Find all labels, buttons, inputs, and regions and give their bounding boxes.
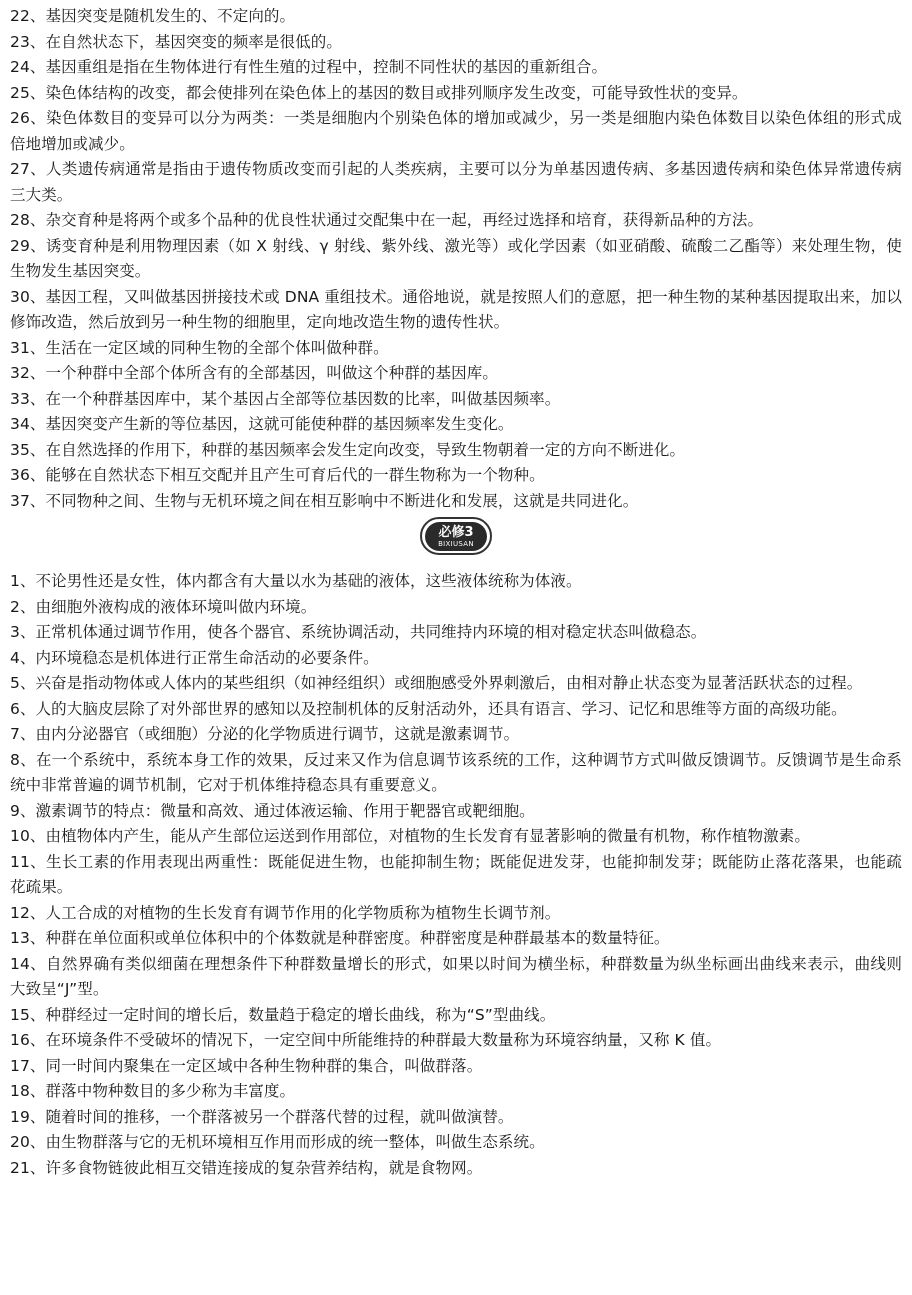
list-item: 34、基因突变产生新的等位基因，这就可能使种群的基因频率发生变化。 xyxy=(10,415,514,433)
list-item: 9、激素调节的特点：微量和高效、通过体液运输、作用于靶器官或靶细胞。 xyxy=(10,801,535,820)
list-item: 11、生长工素的作用表现出两重性：既能促进生物，也能抑制生物；既能促进发芽，也能抑制发芽；既能防止落花落果，也能疏花疏果。 xyxy=(10,852,902,896)
section-bixiu2-continued xyxy=(10,4,902,514)
list-item: 16、在环境条件不受破坏的情况下，一定空间中所能维持的种群最大数量称为环境容纳量，又称 K 值。 xyxy=(10,1031,722,1049)
list-item: 18、群落中物种数目的多少称为丰富度。 xyxy=(10,1082,296,1100)
section-badge-inner xyxy=(425,522,487,551)
list-item: 4、内环境稳态是机体进行正常生命活动的必要条件。 xyxy=(10,648,379,667)
list-item: 29、诱变育种是利用物理因素（如 X 射线、γ 射线、紫外线、激光等）或化学因素（如亚硝酸、硫酸二乙酯等）来处理生物，使生物发生基因突变。 xyxy=(10,236,902,280)
list-item: 30、基因工程，又叫做基因拼接技术或 DNA 重组技术。通俗地说，就是按照人们的意愿，把一种生物的某种基因提取出来，加以修饰改造，然后放到另一种生物的细胞里，定向地改造生物的遗传性状。 xyxy=(10,287,902,331)
list-item: 14、自然界确有类似细菌在理想条件下种群数量增长的形式，如果以时间为横坐标，种群数量为纵坐标画出曲线来表示，曲线则大致呈“J”型。 xyxy=(10,954,902,998)
list-item: 20、由生物群落与它的无机环境相互作用而形成的统一整体，叫做生态系统。 xyxy=(10,1133,545,1151)
list-item: 19、随着时间的推移，一个群落被另一个群落代替的过程，就叫做演替。 xyxy=(10,1107,514,1126)
section-badge-subtitle: BIXIUSAN xyxy=(438,539,474,548)
list-item: 24、基因重组是指在生物体进行有性生殖的过程中，控制不同性状的基因的重新组合。 xyxy=(10,58,608,76)
list-item: 26、染色体数目的变异可以分为两类：一类是细胞内个别染色体的增加或减少，另一类是细胞内染色体数目以染色体组的形式成倍地增加或减少。 xyxy=(10,109,902,153)
list-item: 22、基因突变是随机发生的、不定向的。 xyxy=(10,7,296,25)
list-item: 36、能够在自然状态下相互交配并且产生可育后代的一群生物称为一个物种。 xyxy=(10,466,545,484)
list-item: 37、不同物种之间、生物与无机环境之间在相互影响中不断进化和发展，这就是共同进化。 xyxy=(10,491,639,510)
list-item: 8、在一个系统中，系统本身工作的效果，反过来又作为信息调节该系统的工作，这种调节方式叫做反馈调节。反馈调节是生命系统中非常普遍的调节机制，它对于机体维持稳态具有重要意义。 xyxy=(10,750,902,794)
list-item: 1、不论男性还是女性，体内都含有大量以水为基础的液体，这些液体统称为体液。 xyxy=(10,572,582,590)
section-badge-title: 必修3 xyxy=(438,524,474,540)
list-item: 27、人类遗传病通常是指由于遗传物质改变而引起的人类疾病，主要可以分为单基因遗传病、多基因遗传病和染色体异常遗传病三大类。 xyxy=(10,160,902,204)
list-item: 35、在自然选择的作用下，种群的基因频率会发生定向改变，导致生物朝着一定的方向不断进化。 xyxy=(10,440,686,459)
list-item: 2、由细胞外液构成的液体环境叫做内环境。 xyxy=(10,597,317,616)
list-item: 5、兴奋是指动物体或人体内的某些组织（如神经组织）或细胞感受外界刺激后，由相对静止状态变为显著活跃状态的过程。 xyxy=(10,674,863,692)
section-header xyxy=(10,517,902,561)
list-item: 31、生活在一定区域的同种生物的全部个体叫做种群。 xyxy=(10,338,389,357)
list-item: 25、染色体结构的改变，都会使排列在染色体上的基因的数目或排列顺序发生改变，可能导致性状的变异。 xyxy=(10,83,748,102)
list-item: 6、人的大脑皮层除了对外部世界的感知以及控制机体的反射活动外，还具有语言、学习、记忆和思维等方面的高级功能。 xyxy=(10,699,847,718)
list-item: 10、由植物体内产生，能从产生部位运送到作用部位，对植物的生长发育有显著影响的微量有机物，称作植物激素。 xyxy=(10,827,810,845)
list-item: 7、由内分泌器官（或细胞）分泌的化学物质进行调节，这就是激素调节。 xyxy=(10,725,520,743)
list-item: 12、人工合成的对植物的生长发育有调节作用的化学物质称为植物生长调节剂。 xyxy=(10,903,561,922)
section-bixiu3 xyxy=(10,569,902,1181)
list-item: 17、同一时间内聚集在一定区域中各种生物种群的集合，叫做群落。 xyxy=(10,1056,483,1075)
list-item: 23、在自然状态下，基因突变的频率是很低的。 xyxy=(10,32,342,51)
list-item: 3、正常机体通过调节作用，使各个器官、系统协调活动，共同维持内环境的相对稳定状态叫做稳态。 xyxy=(10,623,707,641)
list-item: 15、种群经过一定时间的增长后，数量趋于稳定的增长曲线，称为“S”型曲线。 xyxy=(10,1005,556,1024)
section-badge xyxy=(420,517,492,555)
list-item: 28、杂交育种是将两个或多个品种的优良性状通过交配集中在一起，再经过选择和培育，获得新品种的方法。 xyxy=(10,211,764,229)
list-item: 21、许多食物链彼此相互交错连接成的复杂营养结构，就是食物网。 xyxy=(10,1158,483,1177)
list-item: 13、种群在单位面积或单位体积中的个体数就是种群密度。种群密度是种群最基本的数量特征。 xyxy=(10,929,670,947)
list-item: 33、在一个种群基因库中，某个基因占全部等位基因数的比率，叫做基因频率。 xyxy=(10,389,561,408)
list-item: 32、一个种群中全部个体所含有的全部基因，叫做这个种群的基因库。 xyxy=(10,364,498,382)
